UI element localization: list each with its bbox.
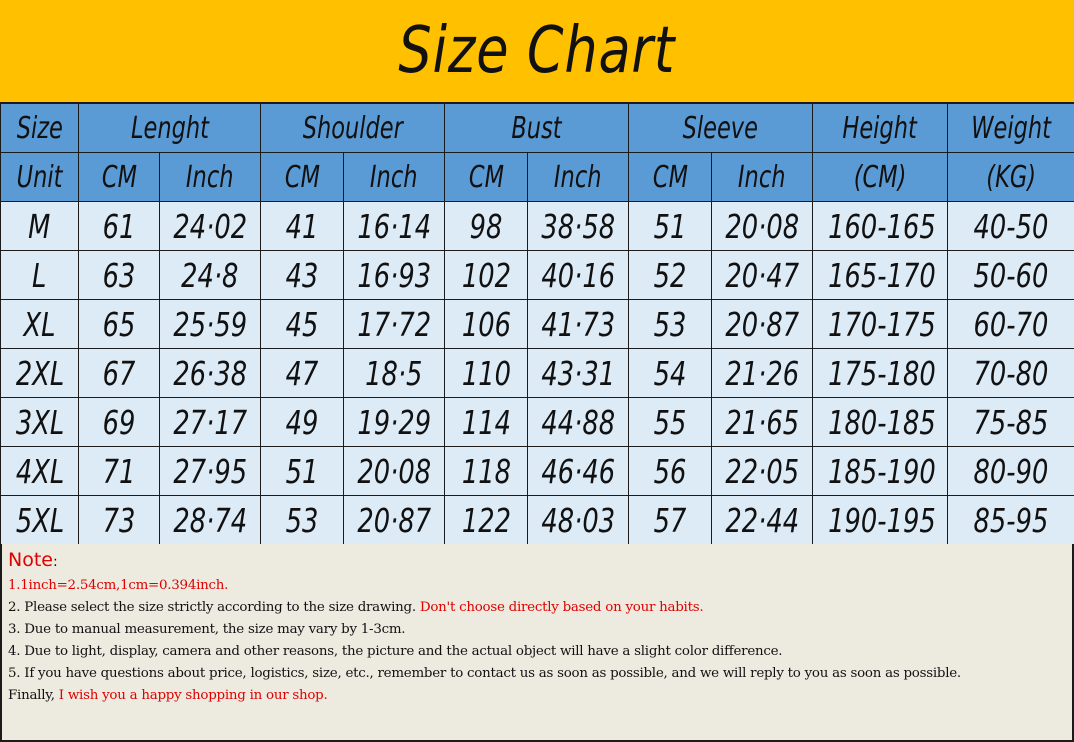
unit-cell: CM — [79, 153, 160, 202]
table-cell: 73 — [79, 496, 160, 545]
table-row — [1, 447, 1074, 496]
note-line-3: 3. Due to manual measurement, the size may vary by 1-3cm. — [8, 622, 406, 637]
table-cell: 41 — [261, 202, 344, 251]
table-cell: 27·17 — [160, 398, 261, 447]
table-cell: 18·5 — [344, 349, 445, 398]
table-cell: 57 — [629, 496, 712, 545]
size-cell: L — [1, 251, 79, 300]
header-cell: Size — [1, 103, 79, 153]
unit-cell: (CM) — [813, 153, 948, 202]
table-cell: 53 — [261, 496, 344, 545]
table-cell: 52 — [629, 251, 712, 300]
table-cell: 24·8 — [160, 251, 261, 300]
table-cell: 22·05 — [712, 447, 813, 496]
table-cell: 28·74 — [160, 496, 261, 545]
table-cell: 41·73 — [528, 300, 629, 349]
table-cell: 26·38 — [160, 349, 261, 398]
table-cell: 20·87 — [344, 496, 445, 545]
table-cell: 54 — [629, 349, 712, 398]
table-cell: 110 — [445, 349, 528, 398]
table-cell: 51 — [629, 202, 712, 251]
size-cell: 4XL — [1, 447, 79, 496]
unit-cell: Inch — [528, 153, 629, 202]
size-cell: XL — [1, 300, 79, 349]
unit-cell: Inch — [712, 153, 813, 202]
table-cell: 51 — [261, 447, 344, 496]
table-cell: 49 — [261, 398, 344, 447]
unit-cell: Inch — [344, 153, 445, 202]
unit-cell: Inch — [160, 153, 261, 202]
table-row — [1, 202, 1074, 251]
table-cell: 40·16 — [528, 251, 629, 300]
table-cell: 70-80 — [948, 349, 1074, 398]
size-cell: 3XL — [1, 398, 79, 447]
table-cell: 17·72 — [344, 300, 445, 349]
unit-cell: Unit — [1, 153, 79, 202]
note-line-6: Finally, I wish you a happy shopping in our shop. — [8, 688, 328, 703]
header-cell: Height — [813, 103, 948, 153]
page-title: Size Chart — [398, 14, 676, 88]
table-cell: 43·31 — [528, 349, 629, 398]
table-cell: 160-165 — [813, 202, 948, 251]
table-cell: 80-90 — [948, 447, 1074, 496]
table-cell: 60-70 — [948, 300, 1074, 349]
table-cell: 170-175 — [813, 300, 948, 349]
table-cell: 25·59 — [160, 300, 261, 349]
table-cell: 19·29 — [344, 398, 445, 447]
unit-cell: CM — [629, 153, 712, 202]
table-cell: 106 — [445, 300, 528, 349]
header-cell: Sleeve — [629, 103, 813, 153]
title-banner — [0, 0, 1074, 102]
table-row — [1, 251, 1074, 300]
table-cell: 67 — [79, 349, 160, 398]
notes-panel — [0, 544, 1074, 742]
table-cell: 20·08 — [344, 447, 445, 496]
table-cell: 85-95 — [948, 496, 1074, 545]
table-cell: 55 — [629, 398, 712, 447]
table-row — [1, 349, 1074, 398]
table-cell: 27·95 — [160, 447, 261, 496]
table-cell: 21·26 — [712, 349, 813, 398]
unit-cell: CM — [261, 153, 344, 202]
table-cell: 20·47 — [712, 251, 813, 300]
table-cell: 21·65 — [712, 398, 813, 447]
note-line-2: 2. Please select the size strictly according to the size drawing. Don't choose directly based on your habits. — [8, 600, 704, 615]
table-cell: 44·88 — [528, 398, 629, 447]
note-line-5: 5. If you have questions about price, logistics, size, etc., remember to contact us as soon as possible, and we will reply to you as soon as possible. — [8, 666, 961, 681]
table-cell: 69 — [79, 398, 160, 447]
table-cell: 40-50 — [948, 202, 1074, 251]
table-cell: 63 — [79, 251, 160, 300]
table-cell: 47 — [261, 349, 344, 398]
note-line-4: 4. Due to light, display, camera and other reasons, the picture and the actual object will have a slight color difference. — [8, 644, 783, 659]
table-cell: 65 — [79, 300, 160, 349]
table-row — [1, 300, 1074, 349]
table-cell: 20·08 — [712, 202, 813, 251]
table-cell: 61 — [79, 202, 160, 251]
size-cell: 2XL — [1, 349, 79, 398]
table-cell: 50-60 — [948, 251, 1074, 300]
table-row — [1, 496, 1074, 545]
table-cell: 118 — [445, 447, 528, 496]
table-cell: 190-195 — [813, 496, 948, 545]
table-cell: 16·93 — [344, 251, 445, 300]
table-cell: 46·46 — [528, 447, 629, 496]
table-cell: 75-85 — [948, 398, 1074, 447]
table-cell: 16·14 — [344, 202, 445, 251]
unit-cell: (KG) — [948, 153, 1074, 202]
table-cell: 43 — [261, 251, 344, 300]
size-cell: M — [1, 202, 79, 251]
table-cell: 122 — [445, 496, 528, 545]
notes-heading: Note: — [8, 549, 58, 571]
table-cell: 102 — [445, 251, 528, 300]
header-cell: Bust — [445, 103, 629, 153]
table-cell: 48·03 — [528, 496, 629, 545]
table-cell: 71 — [79, 447, 160, 496]
table-cell: 20·87 — [712, 300, 813, 349]
table-cell: 38·58 — [528, 202, 629, 251]
note-line-1: 1.1inch=2.54cm,1cm=0.394inch. — [8, 578, 229, 593]
size-cell: 5XL — [1, 496, 79, 545]
header-cell: Shoulder — [261, 103, 445, 153]
header-row-measurements — [1, 103, 1074, 153]
table-row — [1, 398, 1074, 447]
table-cell: 98 — [445, 202, 528, 251]
table-cell: 185-190 — [813, 447, 948, 496]
size-chart-table — [0, 102, 1074, 545]
header-cell: Weight — [948, 103, 1074, 153]
unit-cell: CM — [445, 153, 528, 202]
table-cell: 175-180 — [813, 349, 948, 398]
table-cell: 56 — [629, 447, 712, 496]
table-cell: 165-170 — [813, 251, 948, 300]
header-cell: Lenght — [79, 103, 261, 153]
table-cell: 45 — [261, 300, 344, 349]
table-cell: 22·44 — [712, 496, 813, 545]
header-row-units — [1, 153, 1074, 202]
table-cell: 53 — [629, 300, 712, 349]
table-cell: 180-185 — [813, 398, 948, 447]
table-cell: 24·02 — [160, 202, 261, 251]
table-cell: 114 — [445, 398, 528, 447]
